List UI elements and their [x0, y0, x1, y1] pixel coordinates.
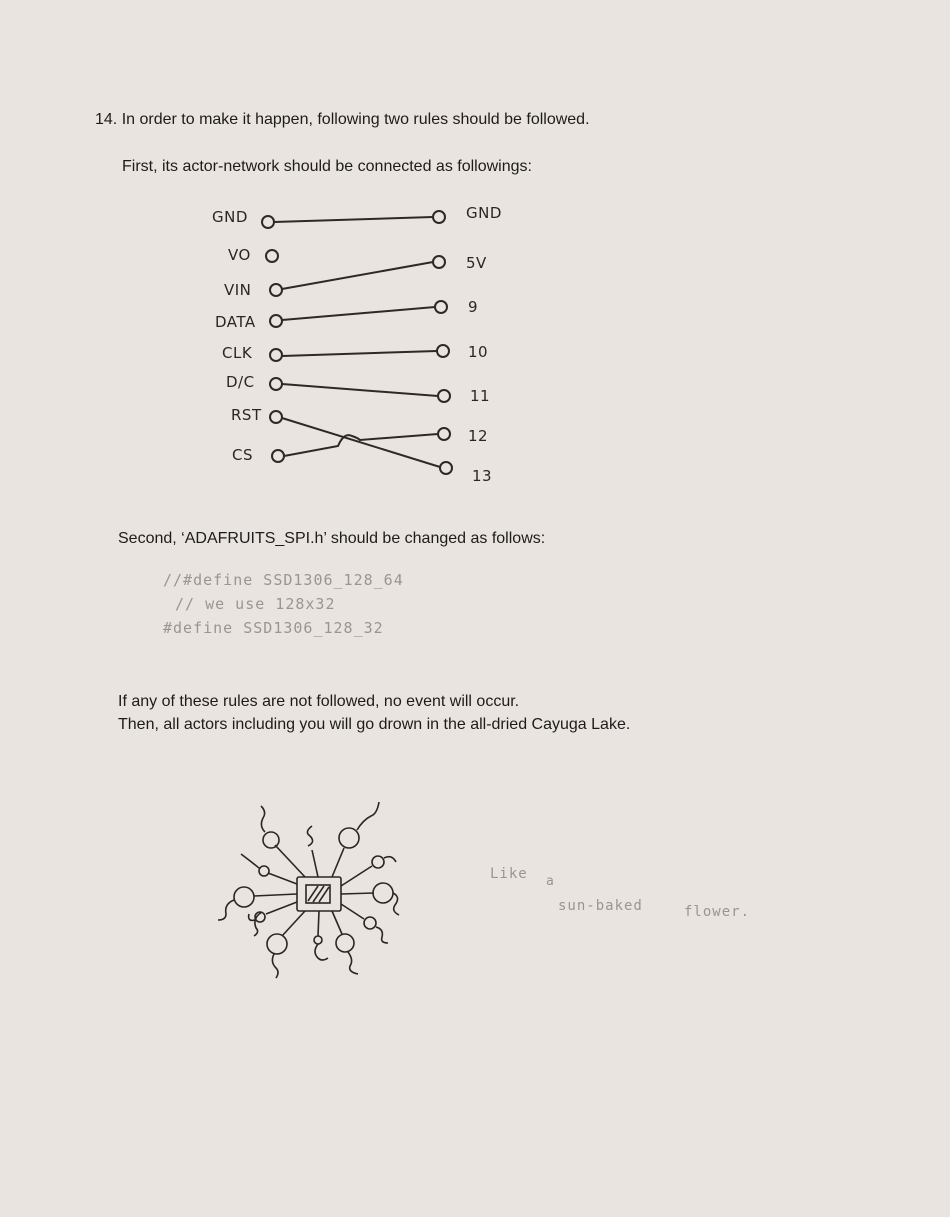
right-pin-label: GND: [466, 204, 502, 222]
caption-word-1: Like: [490, 866, 528, 882]
rule-one-text: First, its actor-network should be connected as followings:: [122, 158, 532, 175]
code-line-2: // we use 128x32: [175, 595, 336, 613]
right-pin-label: 10: [468, 343, 489, 361]
right-pin-label: 9: [468, 298, 479, 316]
left-pin-label: VIN: [224, 281, 252, 299]
right-pin-label: 13: [472, 467, 493, 485]
caption-word-3: sun-baked: [558, 898, 643, 914]
caption-word-4: flower.: [684, 904, 751, 920]
chip-hatch: [313, 886, 324, 902]
code-line-3: #define SSD1306_128_32: [163, 619, 384, 637]
chip-hatch: [319, 887, 329, 902]
left-pin-label: D/C: [226, 373, 255, 391]
petal-stems: [218, 802, 399, 978]
caption-word-2: a: [546, 874, 555, 889]
code-line-1: //#define SSD1306_128_64: [163, 571, 404, 589]
right-pin-label: 11: [470, 387, 491, 405]
left-pin-label: GND: [212, 208, 248, 226]
right-pin-label: 5V: [466, 254, 487, 272]
warning-line-2: Then, all actors including you will go drown in the all-dried Cayuga Lake.: [118, 716, 631, 733]
left-pin-label: VO: [228, 246, 251, 264]
left-pin-label: CLK: [222, 344, 253, 362]
warning-line-1: If any of these rules are not followed, no event will occur.: [118, 693, 520, 710]
left-pin-label: DATA: [215, 313, 256, 331]
left-pin-label: RST: [231, 406, 262, 424]
left-pin-label: CS: [232, 446, 253, 464]
right-pin-label: 12: [468, 427, 489, 445]
chip-hatch: [308, 886, 318, 901]
heading: 14. In order to make it happen, following two rules should be followed.: [95, 111, 590, 128]
rule-two-text: Second, ‘ADAFRUITS_SPI.h’ should be changed as follows:: [118, 530, 546, 547]
